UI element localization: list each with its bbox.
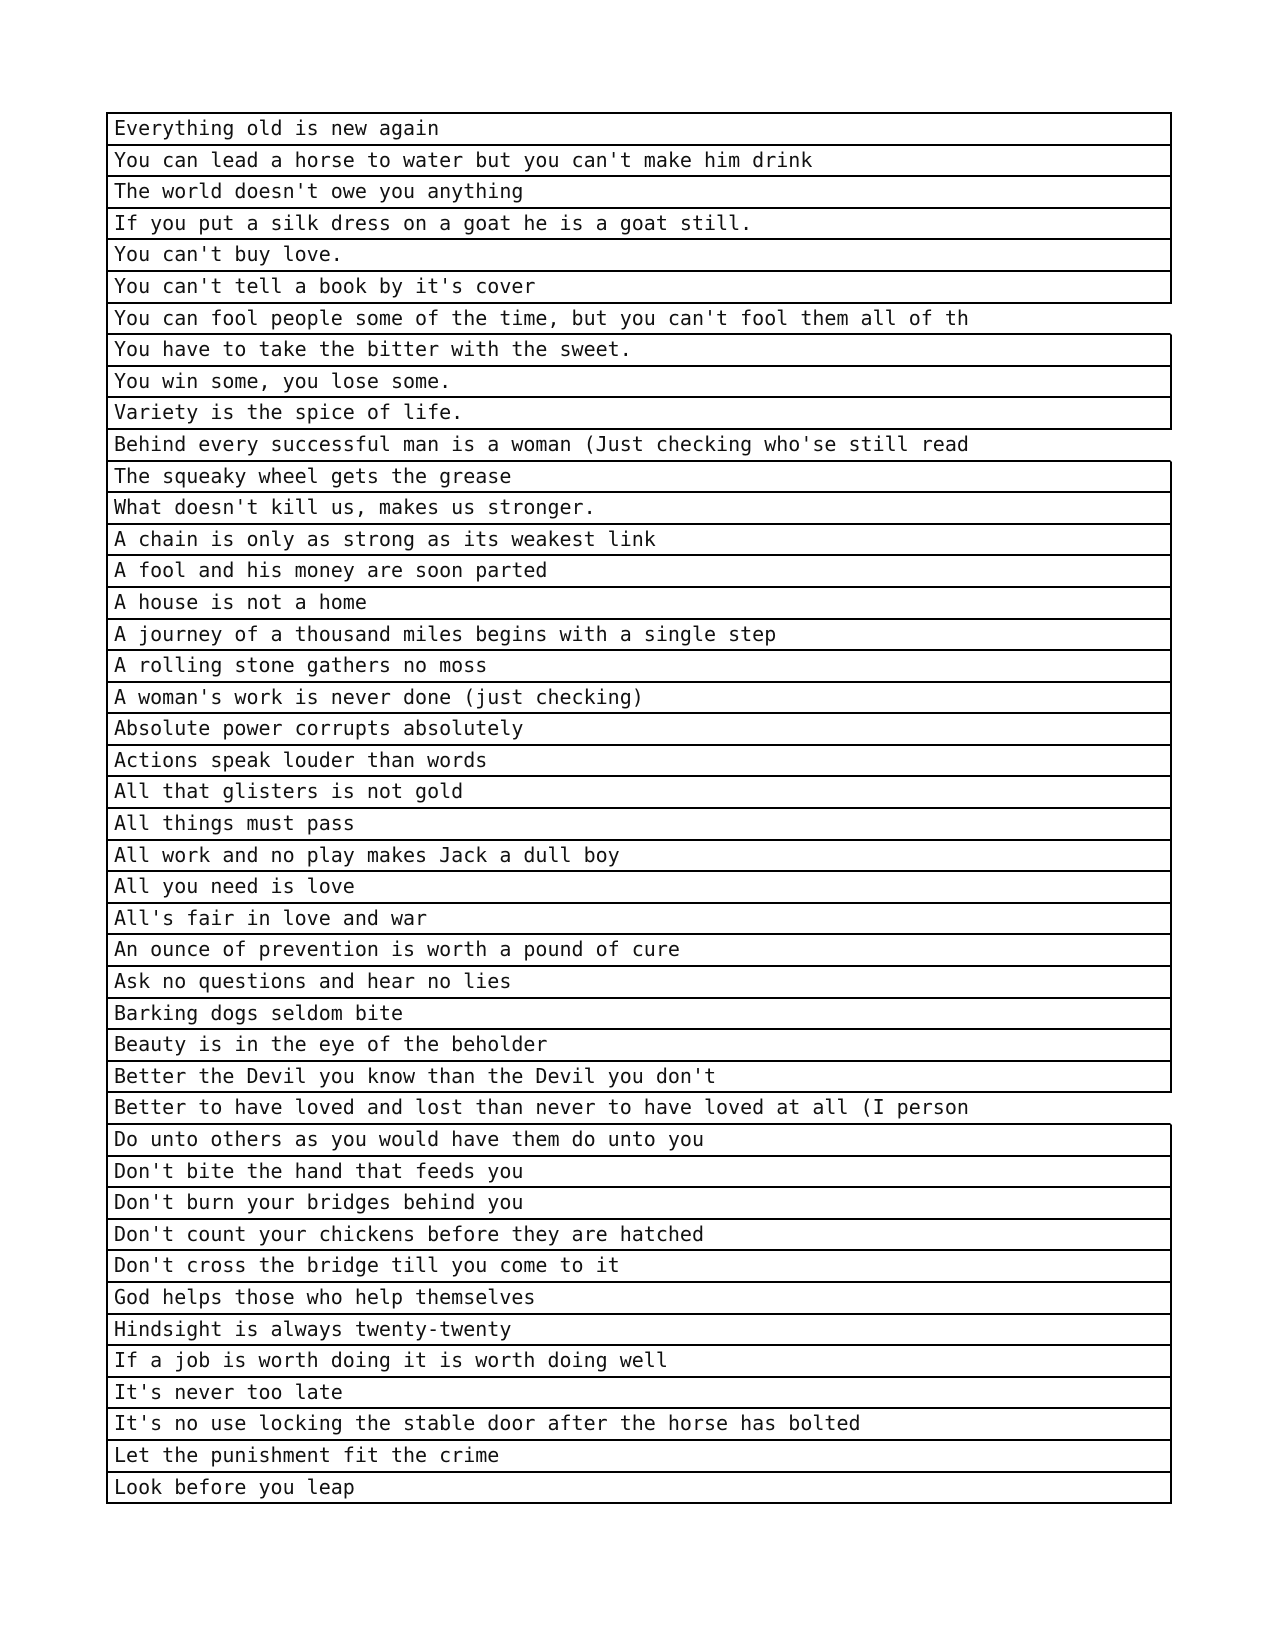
saying-row: God helps those who help themselves (108, 1283, 1172, 1315)
saying-row: A fool and his money are soon parted (108, 556, 1172, 588)
saying-row: Everything old is new again (108, 114, 1172, 146)
saying-row: Don't cross the bridge till you come to it (108, 1251, 1172, 1283)
saying-row: You can't buy love. (108, 240, 1172, 272)
saying-row: All you need is love (108, 872, 1172, 904)
saying-row: The world doesn't owe you anything (108, 177, 1172, 209)
saying-row: It's never too late (108, 1378, 1172, 1410)
saying-row: Variety is the spice of life. (108, 398, 1172, 430)
saying-row: All work and no play makes Jack a dull boy (108, 841, 1172, 873)
saying-row: Absolute power corrupts absolutely (108, 714, 1172, 746)
saying-row: A journey of a thousand miles begins with a single step (108, 620, 1172, 652)
saying-row: Look before you leap (108, 1473, 1172, 1505)
saying-row: It's no use locking the stable door after the horse has bolted (108, 1409, 1172, 1441)
sayings-table (106, 112, 1172, 1504)
saying-row: You can't tell a book by it's cover (108, 272, 1172, 304)
saying-row: What doesn't kill us, makes us stronger. (108, 493, 1172, 525)
saying-row: Don't count your chickens before they are hatched (108, 1220, 1172, 1252)
saying-row: The squeaky wheel gets the grease (108, 462, 1172, 494)
saying-row: Barking dogs seldom bite (108, 999, 1172, 1031)
saying-row: Let the punishment fit the crime (108, 1441, 1172, 1473)
saying-row: Behind every successful man is a woman (Just checking who'se still read (108, 430, 1172, 462)
saying-row: Don't burn your bridges behind you (108, 1188, 1172, 1220)
saying-row: All's fair in love and war (108, 904, 1172, 936)
saying-row: Ask no questions and hear no lies (108, 967, 1172, 999)
saying-row: Beauty is in the eye of the beholder (108, 1030, 1172, 1062)
saying-row: Hindsight is always twenty-twenty (108, 1315, 1172, 1347)
saying-row: Don't bite the hand that feeds you (108, 1157, 1172, 1189)
saying-row: You can lead a horse to water but you can't make him drink (108, 146, 1172, 178)
saying-row: If a job is worth doing it is worth doing well (108, 1346, 1172, 1378)
saying-row: If you put a silk dress on a goat he is a goat still. (108, 209, 1172, 241)
saying-row: You win some, you lose some. (108, 367, 1172, 399)
saying-row: A chain is only as strong as its weakest link (108, 525, 1172, 557)
saying-row: A woman's work is never done (just checking) (108, 683, 1172, 715)
saying-row: A house is not a home (108, 588, 1172, 620)
saying-row: Actions speak louder than words (108, 746, 1172, 778)
saying-row: Better to have loved and lost than never to have loved at all (I person (108, 1093, 1172, 1125)
saying-row: An ounce of prevention is worth a pound of cure (108, 935, 1172, 967)
saying-row: All that glisters is not gold (108, 777, 1172, 809)
saying-row: Do unto others as you would have them do unto you (108, 1125, 1172, 1157)
saying-row: A rolling stone gathers no moss (108, 651, 1172, 683)
saying-row: You have to take the bitter with the sweet. (108, 335, 1172, 367)
saying-row: Better the Devil you know than the Devil you don't (108, 1062, 1172, 1094)
saying-row: You can fool people some of the time, but you can't fool them all of th (108, 304, 1172, 336)
saying-row: All things must pass (108, 809, 1172, 841)
